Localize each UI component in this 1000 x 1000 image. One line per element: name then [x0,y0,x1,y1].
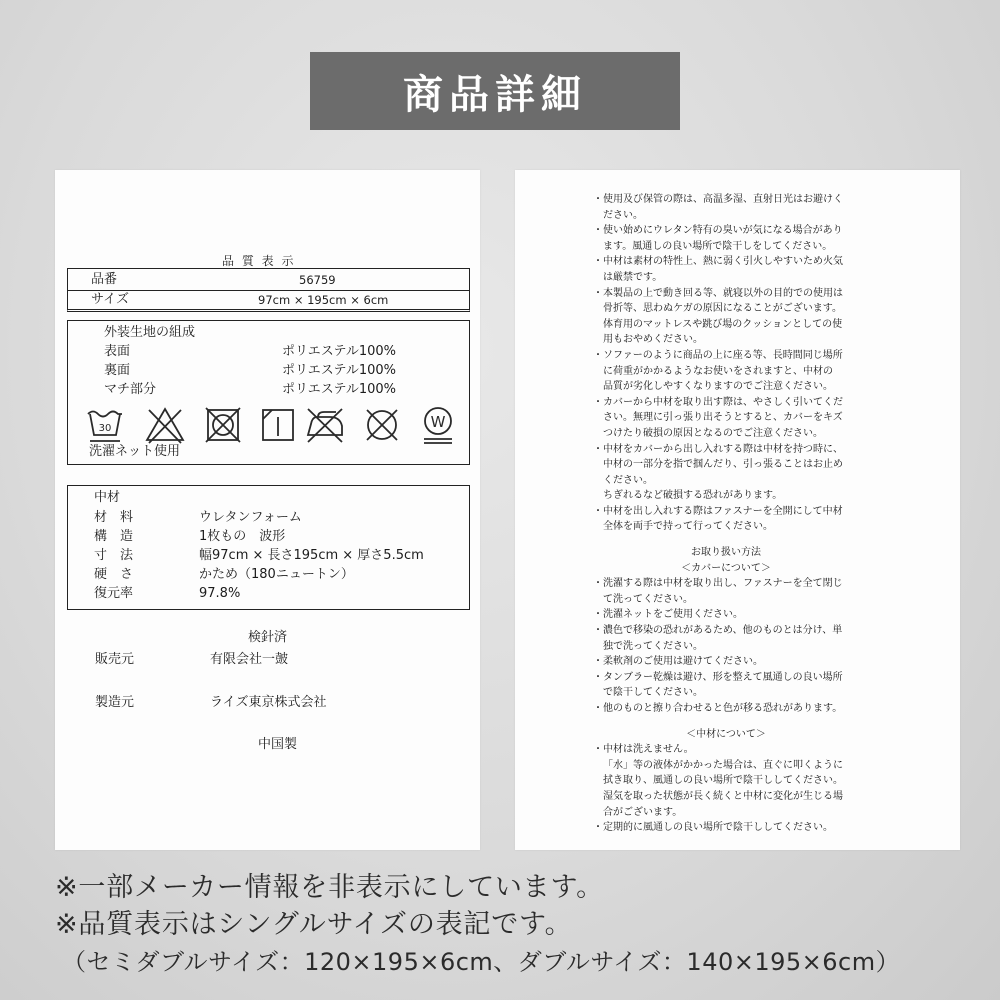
warning-line: 体育用のマットレスや跳び場のクッションとしての使 [603,318,843,330]
title-banner [310,52,680,130]
filling-care-line: 湿気を取った状態が長く続くと中材に変化が生じる場 [603,790,843,802]
note-hidden-maker-info: ※一部メーカー情報を非表示にしています。 [55,872,604,903]
part-number-value: 56759 [299,273,336,287]
country-of-origin: 中国製 [258,737,298,752]
fabric-part-label: マチ部分 [104,382,157,397]
filling-spec-box [67,485,470,610]
warning-item [593,223,859,254]
warning-line: 品質が劣化しやすくなりますのでご注意ください。 [603,381,833,393]
warning-line: さい。無理に引っ張り出そうとすると、カバーをキズ [603,412,843,424]
cover-care-item [593,701,859,717]
cover-care-item [593,607,859,623]
filling-care-line: ・定期的に風通しの良い場所で陰干ししてください。 [593,822,833,834]
warning-line: 用もおやめください。 [603,334,703,346]
warning-line: ・カバーから中材を取り出す際は、やさしく引いてくだ [593,396,843,408]
cover-care-line: ・タンブラー乾燥は避け、形を整えて風通しの良い場所 [593,671,843,683]
cover-care-item [593,576,859,607]
filling-section-heading: ＜中材について＞ [686,728,766,740]
warning-item [593,504,859,535]
warning-item [593,348,859,395]
no-tumble-dry-icon [203,404,243,446]
filling-spec-label: 構 造 [94,529,134,544]
cover-care-line: ・洗濯ネットをご使用ください。 [593,609,743,621]
filling-care-item [593,820,859,836]
warning-item [593,442,859,504]
row-divider [68,290,469,291]
filling-spec-value: かため（180ニュートン） [199,567,354,582]
cover-care-line: ・柔軟剤のご使用は避けてください。 [593,656,763,668]
warning-line: ・使用及び保管の際は、高温多湿、直射日光はお避けく [593,194,843,205]
warning-line: 中材の一部分を指で掴んだり、引っ張ることはお止め [603,459,843,471]
warning-line: に荷重がかかるようなお使いをされますと、中材の [603,365,833,377]
cover-section-heading: ＜カバーについて＞ [681,562,771,574]
filling-heading: 中材 [94,490,121,505]
warning-line: ・使い始めにウレタン特有の臭いが気になる場合があり [593,225,843,237]
cover-care-line: て洗ってください。 [603,593,693,605]
warning-line: 骨折等、思わぬケガの原因になることがございます。 [603,303,842,315]
filling-spec-label: 復元率 [94,586,134,601]
line-dry-shade-icon [258,404,298,446]
warning-line: ください。 [603,474,653,486]
fabric-material-value: ポリエステル100% [282,344,396,359]
warning-line: ・本製品の上で動き回る等、就寝以外の目的での使用は [593,287,843,299]
part-number-label: 品番 [91,272,118,287]
filling-care-line: 「水」等の液体がかかった場合は、直ぐに叩くように [603,759,843,771]
warning-line: つけたり破損の原因となるのでご注意ください。 [603,427,823,439]
no-bleach-icon [145,404,185,446]
note-single-size-label: ※品質表示はシングルサイズの表記です。 [55,909,573,940]
warning-line: 全体を両手で持って行ってください。 [603,521,773,533]
filling-care-line: 合がございます。 [603,806,683,818]
warning-line: ・ソファーのように商品の上に座る等、長時間同じ場所 [593,349,843,361]
cover-care-line: で陰干してください。 [603,687,703,699]
size-label: サイズ [91,292,129,307]
fabric-part-label: 裏面 [104,363,131,378]
fabric-part-label: 表面 [104,344,131,359]
warning-item [593,254,859,285]
cover-care-line: ・他のものと擦り合わせると色が移る恐れがあります。 [593,703,843,714]
filling-spec-label: 硬 さ [94,567,134,582]
wash-tub-30-icon [85,404,125,446]
cover-care-line: ・洗濯する際は中材を取り出し、ファスナーを全て閉じ [593,578,843,590]
care-instructions-card [515,170,960,850]
seller-name: 有限会社一皷 [210,652,289,667]
warning-item [593,286,859,348]
manufacturer-label: 製造元 [95,695,135,710]
filling-spec-value: 1枚もの 波形 [199,529,286,544]
filling-care-item [593,742,859,820]
warning-line: ます。風通しの良い場所で陰干しをしてください。 [603,240,833,252]
wet-clean-icon [418,404,458,446]
filling-care-line: 拭き取り、風通しの良い場所で陰干ししてください。 [603,775,843,787]
product-info-box [67,268,470,312]
inspection-mark: 検針済 [248,630,288,645]
handling-title: お取り扱い方法 [691,547,761,559]
cover-care-line: 独で洗ってください。 [603,640,703,652]
note-other-sizes: （セミダブルサイズ：120×195×6cm、ダブルサイズ：140×195×6cm） [62,948,901,976]
filling-spec-value: 97.8% [199,586,241,601]
care-instructions-sheet [593,192,859,836]
fabric-material-value: ポリエステル100% [282,382,396,397]
svg-text:30: 30 [98,423,112,434]
warning-line: ・中材を出し入れする際はファスナーを全開にして中材 [593,505,843,517]
filling-spec-label: 材 料 [94,510,134,525]
fabric-composition-box [67,320,470,465]
fabric-material-value: ポリエステル100% [282,363,396,378]
page-title: 商品詳細 [403,71,587,118]
quality-label-card [55,170,480,850]
filling-spec-value: 幅97cm × 長さ195cm × 厚さ5.5cm [199,548,424,563]
svg-text:W: W [430,413,446,431]
warning-line: は厳禁です。 [603,271,663,283]
warning-line: ださい。 [603,209,643,221]
size-value: 97cm × 195cm × 6cm [258,293,389,307]
warning-line: ・中材は素材の特性上、熱に弱く引火しやすいため火気 [593,256,843,268]
cover-care-item [593,623,859,654]
cover-care-item [593,670,859,701]
cover-care-line: ・濃色で移染の恐れがあるため、他のものとは分け、単 [593,625,843,637]
quality-label-heading: 品 質 表 示 [222,254,296,268]
fabric-heading: 外装生地の組成 [104,325,196,340]
cover-care-item [593,654,859,670]
no-dry-clean-icon [362,404,402,446]
no-iron-icon [305,404,345,446]
warning-line: ・中材をカバーから出し入れする際は中材を持つ時に、 [593,443,843,455]
warning-item [593,395,859,442]
care-note: 洗濯ネット使用 [89,444,181,459]
manufacturer-name: ライズ東京株式会社 [210,695,327,710]
filling-care-line: ・中材は洗えません。 [593,744,694,756]
filling-spec-label: 寸 法 [94,548,134,563]
warning-line: ちぎれるなど破損する恐れがあります。 [603,490,783,502]
warning-item [593,192,859,223]
seller-label: 販売元 [95,652,135,667]
filling-spec-value: ウレタンフォーム [199,510,302,525]
